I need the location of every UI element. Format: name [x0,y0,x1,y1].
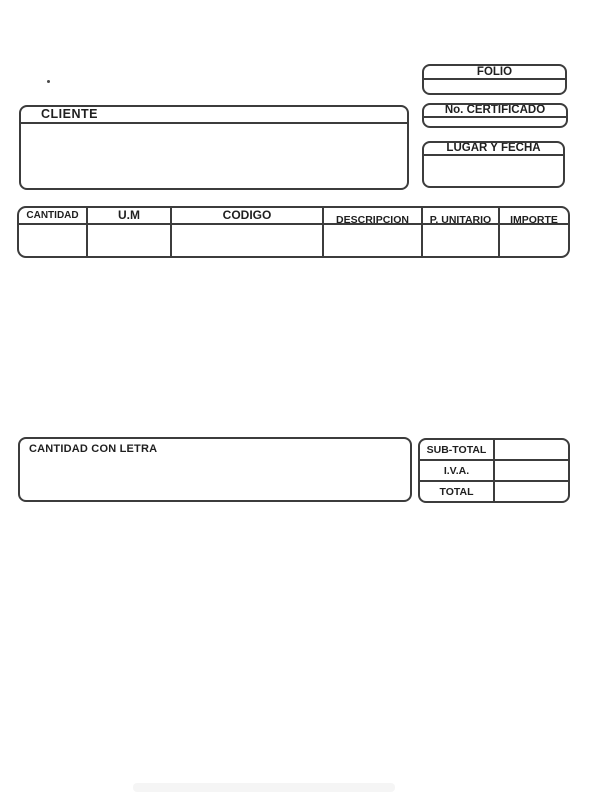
cell-p-unitario [423,225,498,256]
column-header-codigo: CODIGO [172,208,322,225]
column-descripcion [324,208,423,256]
column-importe [500,208,568,256]
certificate-number-box [422,103,568,128]
column-p-unitario [423,208,500,256]
totals-table [418,438,570,503]
amount-in-words-box [18,437,412,502]
cell-importe [500,225,568,256]
place-and-date-box [422,141,565,188]
cell-um [88,225,170,256]
scan-artifact-dot [47,80,50,83]
total-value [495,482,568,501]
scan-artifact-smudge [133,783,395,792]
totals-row-subtotal [420,440,568,461]
iva-value [495,461,568,480]
column-header-p-unitario: P. UNITARIO [423,208,498,225]
cell-codigo [172,225,322,256]
client-label: CLIENTE [21,107,407,124]
column-header-um: U.M [88,208,170,225]
items-table [17,206,570,258]
cell-cantidad [19,225,86,256]
column-header-cantidad: CANTIDAD [19,208,86,225]
totals-row-total [420,482,568,501]
subtotal-label: SUB-TOTAL [420,440,495,459]
folio-label: FOLIO [424,66,565,80]
subtotal-value [495,440,568,459]
folio-box [422,64,567,95]
column-header-importe: IMPORTE [500,208,568,225]
iva-label: I.V.A. [420,461,495,480]
place-and-date-label: LUGAR Y FECHA [424,143,563,156]
column-codigo [172,208,324,256]
column-cantidad [19,208,88,256]
amount-in-words-label: CANTIDAD CON LETRA [29,443,158,455]
cell-descripcion [324,225,421,256]
column-um [88,208,172,256]
totals-row-iva [420,461,568,482]
column-header-descripcion: DESCRIPCION [324,208,421,225]
total-label: TOTAL [420,482,495,501]
client-box [19,105,409,190]
certificate-number-label: No. CERTIFICADO [424,105,566,118]
